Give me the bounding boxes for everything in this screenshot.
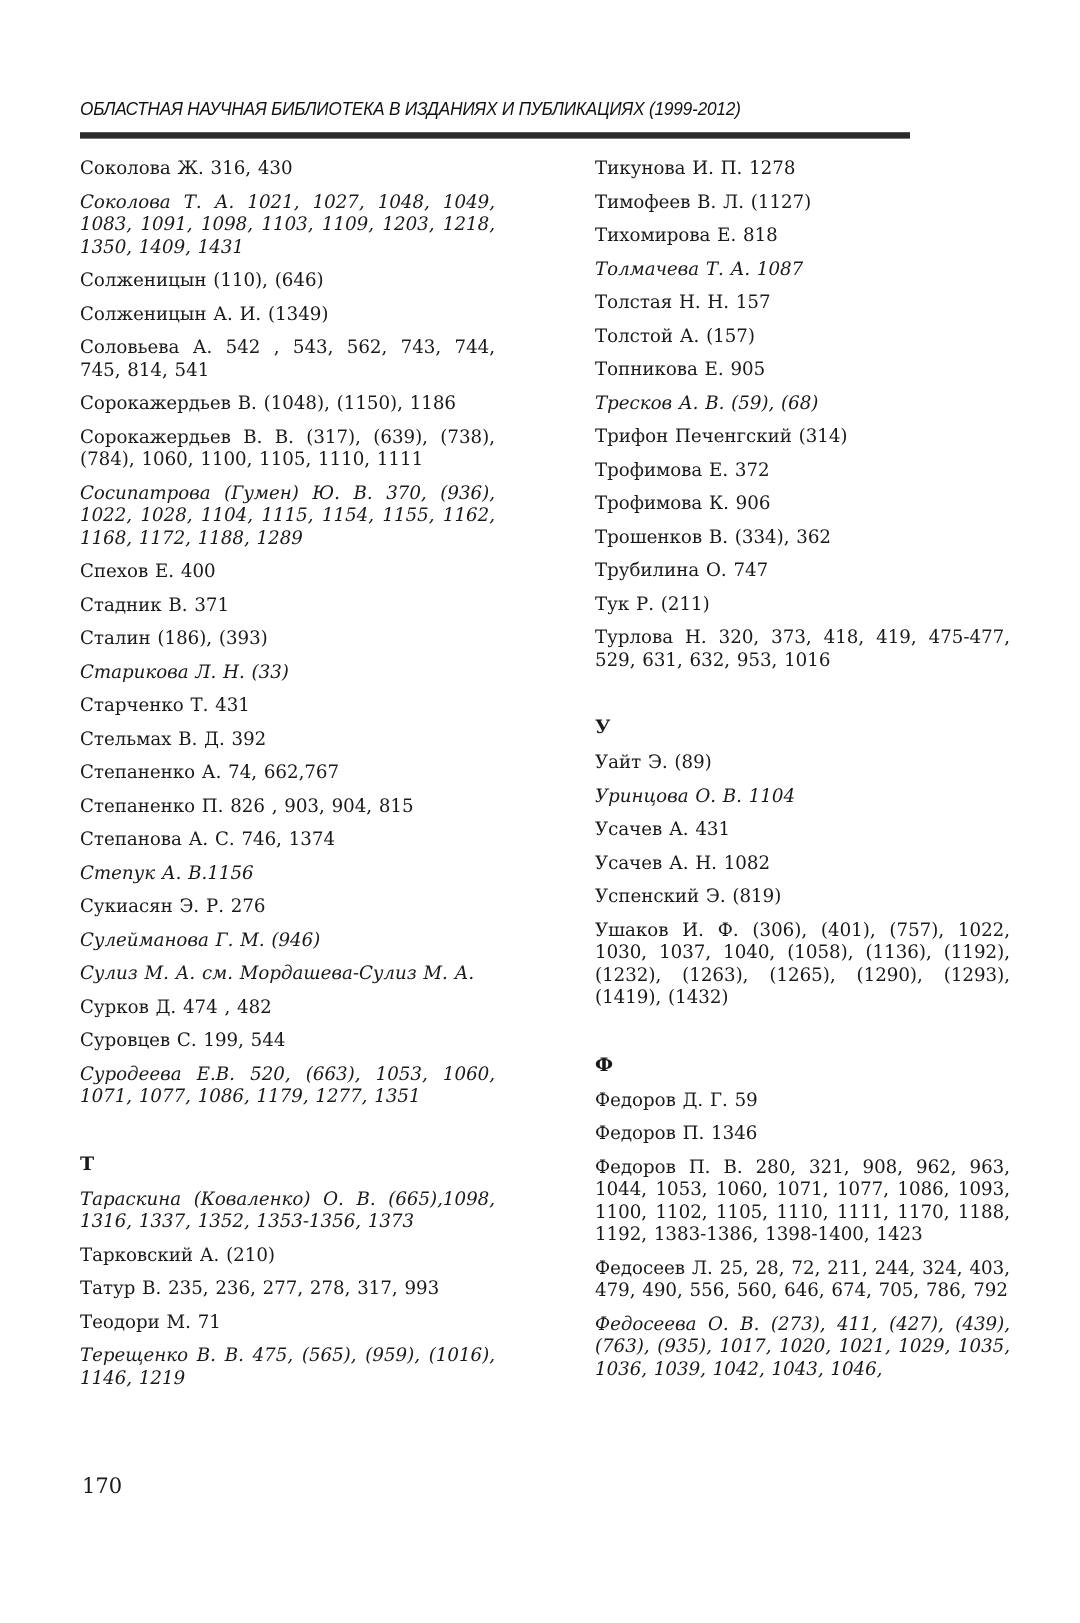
index-entry: Турлова Н. 320, 373, 418, 419, 475-477, 529, 631, 632, 953, 1016 xyxy=(595,627,1010,671)
index-entry: Федосеев Л. 25, 28, 72, 211, 244, 324, 403, 479, 490, 556, 560, 646, 674, 705, 786, 792 xyxy=(595,1257,1010,1301)
index-entry: Степук А. В.1156 xyxy=(80,862,254,884)
index-entry: Толстая Н. Н. 157 xyxy=(595,292,771,313)
index-entry: Сукиасян Э. Р. 276 xyxy=(80,896,266,917)
index-entry: Ушаков И. Ф. (306), (401), (757), 1022, 1030, 1037, 1040, (1058), (1136), (1192), (1232), (1263), (1265), (1290), (1293), (1419), (1432) xyxy=(595,919,1010,1008)
index-entry: Соколова Т. А. 1021, 1027, 1048, 1049, 1083, 1091, 1098, 1103, 1109, 1203, 1218, 1350, 1409, 1431 xyxy=(80,191,495,258)
index-entry: Уайт Э. (89) xyxy=(595,752,712,773)
header-rule xyxy=(80,132,910,139)
index-entry: Соколова Ж. 316, 430 xyxy=(80,158,293,179)
index-entry: Спехов Е. 400 xyxy=(80,561,216,582)
index-entry: Сулиз М. А. см. Мордашева-Сулиз М. А. xyxy=(80,963,475,984)
page-number: 170 xyxy=(82,1474,123,1498)
index-entry: Трифон Печенгский (314) xyxy=(595,426,848,447)
index-entry: Солженицын (110), (646) xyxy=(80,270,324,291)
index-entry: Старченко Т. 431 xyxy=(80,695,250,716)
index-entry: Теодори М. 71 xyxy=(80,1311,221,1333)
index-entry: Тарковский А. (210) xyxy=(80,1244,275,1266)
index-entry: Толстой А. (157) xyxy=(595,325,755,347)
index-entry: Уринцова О. В. 1104 xyxy=(595,785,796,807)
index-entry: Сосипатрова (Гумен) Ю. В. 370, (936), 1022, 1028, 1104, 1115, 1154, 1155, 1162, 1168, 1172, 1188, 1289 xyxy=(80,482,495,549)
index-entry: Трубилина О. 747 xyxy=(595,560,769,581)
index-entry: Суровцев С. 199, 544 xyxy=(80,1030,286,1051)
index-entry: Суродеева Е.В. 520, (663), 1053, 1060, 1071, 1077, 1086, 1179, 1277, 1351 xyxy=(80,1063,495,1107)
index-entry: Успенский Э. (819) xyxy=(595,886,782,907)
index-entry: Соловьева А. 542 , 543, 562, 743, 744, 745, 814, 541 xyxy=(80,337,495,381)
index-entry: Трошенков В. (334), 362 xyxy=(595,526,831,548)
index-entry: Сурков Д. 474 , 482 xyxy=(80,996,272,1018)
index-entry: Сорокажердьев В. В. (317), (639), (738), (784), 1060, 1100, 1105, 1110, 1111 xyxy=(80,426,495,470)
index-entry: Сталин (186), (393) xyxy=(80,628,268,649)
entry-group-t-cont xyxy=(595,158,1010,672)
index-entry: Степанова А. С. 746, 1374 xyxy=(80,829,336,850)
index-entry: Тихомирова Е. 818 xyxy=(595,225,778,246)
entry-group-s xyxy=(80,158,495,1109)
index-entry: Федоров П. В. 280, 321, 908, 962, 963, 1044, 1053, 1060, 1071, 1077, 1086, 1093, 1100, 1102, 1105, 1110, 1111, 1170, 1188, 1192, 1383-1386, 1398-1400, 1423 xyxy=(595,1156,1010,1245)
index-entry: Усачев А. 431 xyxy=(595,819,731,840)
index-entry: Федоров П. 1346 xyxy=(595,1123,758,1144)
index-entry: Федосеева О. В. (273), 411, (427), (439), (763), (935), 1017, 1020, 1021, 1029, 1035, 1036, 1039, 1042, 1043, 1046, xyxy=(595,1313,1010,1380)
entry-group-u xyxy=(595,752,1010,1010)
right-column xyxy=(595,158,1010,1392)
index-entry: Старикова Л. Н. (33) xyxy=(80,661,289,683)
index-entry: Степаненко А. 74, 662,767 xyxy=(80,762,340,783)
section-letter-u: У xyxy=(595,716,611,738)
index-entry: Тук Р. (211) xyxy=(595,593,710,615)
index-entry: Стельмах В. Д. 392 xyxy=(80,728,267,750)
index-entry: Трофимова Е. 372 xyxy=(595,459,770,481)
entry-group-t xyxy=(80,1189,495,1391)
index-entry: Тимофеев В. Л. (1127) xyxy=(595,191,812,213)
index-entry: Терещенко В. В. 475, (565), (959), (1016), 1146, 1219 xyxy=(80,1345,495,1389)
entry-group-f xyxy=(595,1090,1010,1382)
index-entry: Тараскина (Коваленко) О. В. (665),1098, 1316, 1337, 1352, 1353-1356, 1373 xyxy=(80,1188,495,1232)
running-head: ОБЛАСТНАЯ НАУЧНАЯ БИБЛИОТЕКА В ИЗДАНИЯХ И ПУБЛИКАЦИЯХ (1999-2012) xyxy=(80,98,741,119)
index-entry: Степаненко П. 826 , 903, 904, 815 xyxy=(80,795,414,817)
index-entry: Тресков А. В. (59), (68) xyxy=(595,392,819,414)
index-entry: Татур В. 235, 236, 277, 278, 317, 993 xyxy=(80,1278,440,1299)
left-column xyxy=(80,158,495,1401)
index-entry: Солженицын А. И. (1349) xyxy=(80,303,329,325)
index-entry: Сорокажердьев В. (1048), (1150), 1186 xyxy=(80,393,456,414)
section-letter-t: Т xyxy=(80,1152,95,1175)
index-entry: Тикунова И. П. 1278 xyxy=(595,158,796,179)
index-entry: Топникова Е. 905 xyxy=(595,359,766,380)
index-entry: Усачев А. Н. 1082 xyxy=(595,852,771,874)
index-entry: Трофимова К. 906 xyxy=(595,493,771,514)
section-letter-f: Ф xyxy=(595,1053,614,1076)
index-entry: Сулейманова Г. М. (946) xyxy=(80,929,321,951)
index-entry: Федоров Д. Г. 59 xyxy=(595,1089,758,1111)
index-entry: Толмачева Т. А. 1087 xyxy=(595,258,804,280)
index-entry: Стадник В. 371 xyxy=(80,594,230,616)
